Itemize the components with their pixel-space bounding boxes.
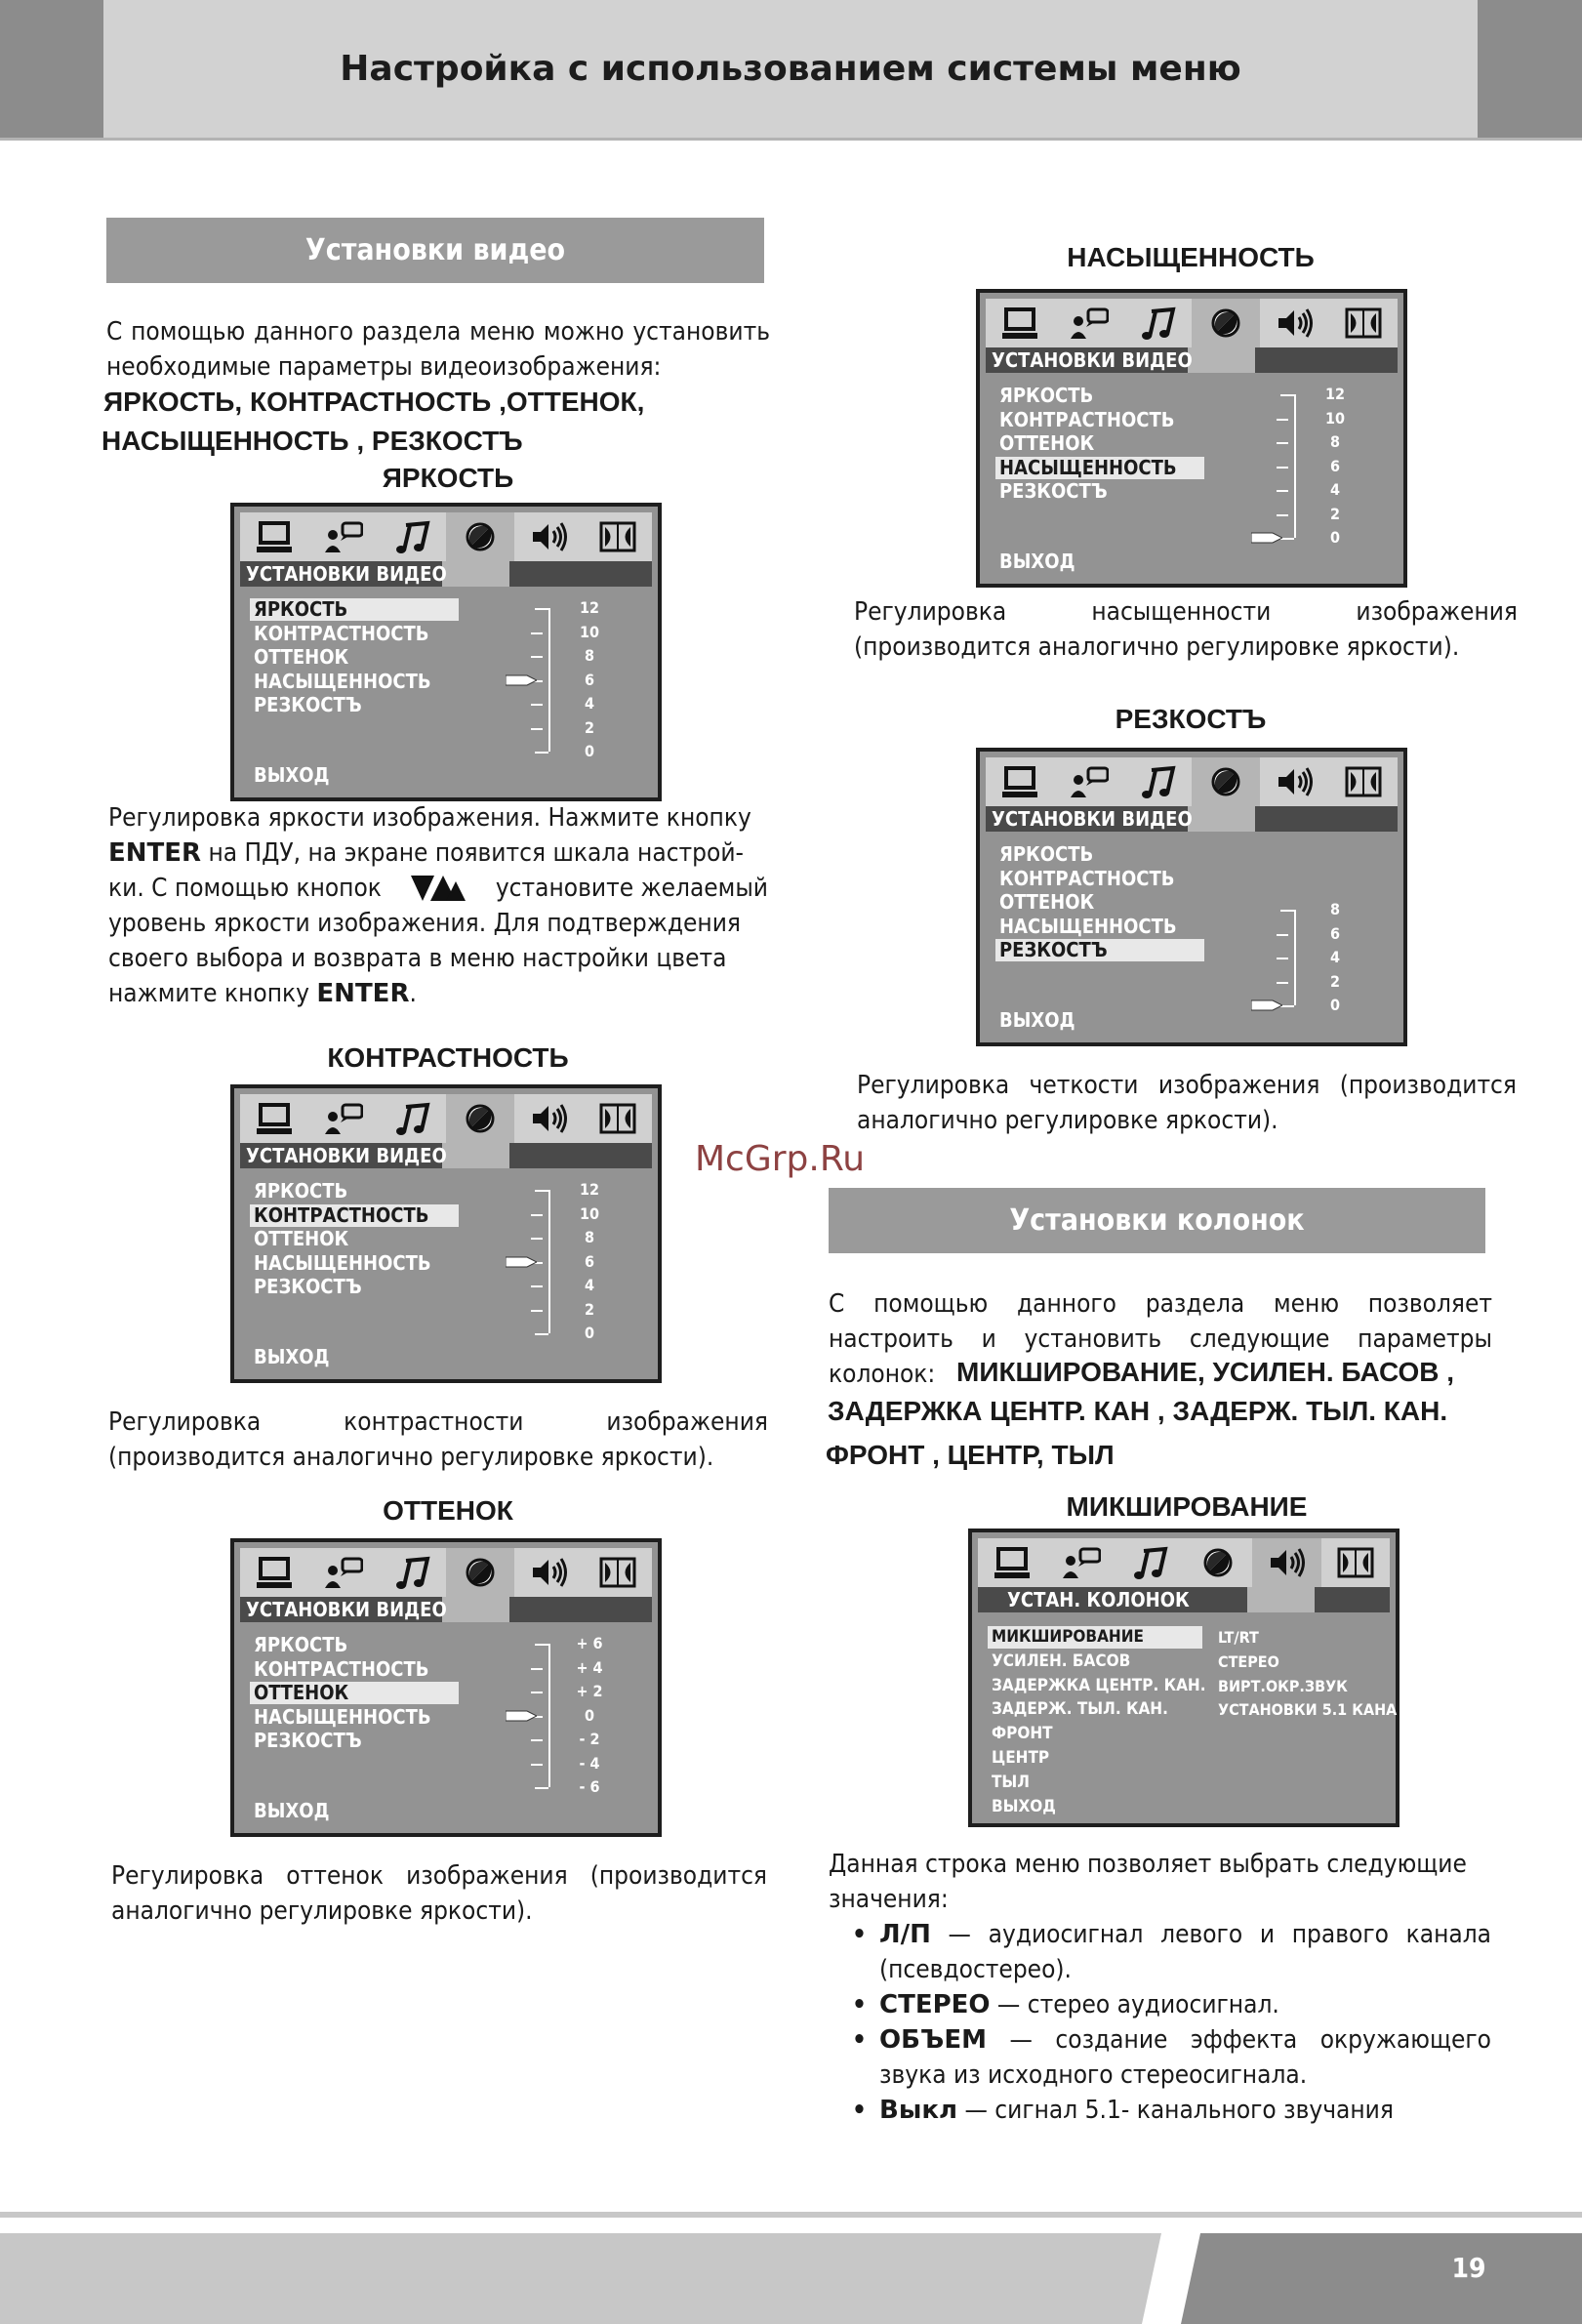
speaker-icon	[528, 519, 569, 554]
osd-tab-dolby[interactable]	[1329, 299, 1398, 347]
scale-pointer-icon	[506, 673, 537, 687]
scale-value: - 4	[579, 1753, 600, 1773]
mix-option-term: Л/П	[879, 1920, 931, 1949]
osd-sharpness-menu	[976, 748, 1407, 1046]
scale-value: 12	[1324, 385, 1346, 403]
scale-value: 0	[584, 1705, 594, 1725]
music-note-icon	[1137, 306, 1178, 341]
osd-menu-item[interactable]: ЯРКОСТЬ	[254, 1633, 348, 1656]
scale-cap-bottom	[535, 1333, 548, 1335]
scale-tick	[531, 1310, 543, 1312]
scale-value: 2	[584, 717, 594, 737]
mix-option-desc: — стерео аудиосигнал.	[990, 1990, 1279, 2019]
osd-menu-item[interactable]: РЕЗКОСТЪ	[999, 479, 1108, 503]
brightness-description	[108, 800, 768, 1011]
scale-value: + 6	[576, 1634, 603, 1652]
bullet-dot: •	[852, 1920, 867, 1949]
mix-description: Данная строка меню позволяет выбрать следующие значения:	[829, 1850, 1467, 1914]
contrast-icon	[460, 519, 501, 554]
scale-value: 12	[579, 598, 600, 617]
scale-pointer-icon	[506, 1255, 537, 1269]
scale-value: 0	[1329, 996, 1340, 1014]
scale-value: 12	[579, 1180, 600, 1199]
osd-saturation-menu	[976, 289, 1407, 588]
scale-value: 2	[1329, 971, 1340, 991]
osd-menu-title: УСТАНОВКИ ВИДЕО	[992, 807, 1193, 831]
osd-tab-person-speech[interactable]	[308, 512, 377, 561]
scale-pointer-icon	[506, 1709, 537, 1723]
video-params-line2: НАСЫЩЕННОСТЬ , РЕЗКОСТЪ	[101, 426, 523, 456]
osd-icon-bar	[986, 299, 1398, 347]
osd-menu-item[interactable]: НАСЫЩЕННОСТЬ	[995, 457, 1204, 479]
osd-tab-highlight	[1247, 1587, 1315, 1612]
osd-tab-highlight	[1188, 806, 1255, 832]
osd-menu-item[interactable]: ЯРКОСТЬ	[999, 842, 1094, 866]
osd-option-value[interactable]: УСТАНОВКИ 5.1 КАНА	[1218, 1700, 1398, 1720]
scale-tick	[531, 1285, 543, 1287]
speakers-params-line2: ЗАДЕРЖКА ЦЕНТР. КАН , ЗАДЕРЖ. ТЫЛ. КАН.	[828, 1396, 1448, 1426]
osd-menu-title: УСТАНОВКИ ВИДЕО	[992, 348, 1193, 372]
osd-tab-speaker[interactable]	[514, 512, 583, 561]
header-left-block	[0, 0, 103, 138]
osd-menu-item[interactable]: ОТТЕНОК	[254, 645, 349, 669]
speakers-section-title: Установки колонок	[829, 1188, 1485, 1253]
monitor-icon	[992, 1545, 1033, 1580]
osd-menu-item[interactable]: КОНТРАСТНОСТЬ	[254, 621, 429, 645]
osd-option-value[interactable]: LT/RT	[1218, 1628, 1259, 1647]
contrast-icon	[460, 1555, 501, 1590]
page-title: Настройка с использованием системы меню	[340, 49, 1241, 89]
osd-tab-highlight	[1188, 347, 1255, 373]
watermark: McGrp.Ru	[695, 1139, 866, 1179]
osd-menu-item[interactable]: КОНТРАСТНОСТЬ	[254, 1656, 429, 1681]
dolby-icon	[1335, 1545, 1376, 1580]
scale-bar	[1294, 394, 1296, 538]
scale-value: 6	[584, 670, 594, 689]
osd-icon-bar	[240, 1548, 652, 1597]
scale-value: - 2	[579, 1730, 600, 1748]
footer-band	[0, 2212, 1582, 2218]
monitor-icon	[254, 519, 295, 554]
scale-cap-top	[535, 1644, 548, 1646]
osd-option-value[interactable]: ВИРТ.ОКР.ЗВУК	[1218, 1676, 1348, 1695]
osd-tab-speaker[interactable]	[1260, 299, 1328, 347]
video-intro: С помощью данного раздела меню можно установить необходимые параметры видеоизображения:	[106, 317, 770, 382]
osd-tab-speaker[interactable]	[1260, 757, 1328, 806]
osd-icon-bar	[240, 512, 652, 561]
dolby-icon	[597, 1101, 638, 1136]
osd-menu-item[interactable]: ТЫЛ	[992, 1772, 1030, 1792]
osd-menu-item[interactable]: ВЫХОД	[992, 1796, 1056, 1816]
scale-value: + 2	[576, 1682, 603, 1700]
osd-exit-item[interactable]: ВЫХОД	[254, 1799, 330, 1822]
osd-menu-item[interactable]: ЦЕНТР	[992, 1748, 1050, 1768]
contrast-description: Регулировка контрастности изображения (производится аналогично регулировке яркости).	[108, 1407, 768, 1472]
scale-value: 2	[1329, 504, 1340, 523]
osd-exit-item[interactable]: ВЫХОД	[254, 763, 330, 787]
osd-menu-item[interactable]: ОТТЕНОК	[250, 1682, 459, 1704]
scale-pointer-icon	[1251, 999, 1282, 1012]
contrast-icon	[1205, 306, 1246, 341]
page-number: 19	[1451, 2251, 1486, 2284]
speaker-icon	[1266, 1545, 1307, 1580]
dolby-icon	[597, 1555, 638, 1590]
scale-value: 0	[1329, 528, 1340, 547]
scale-tick	[1277, 514, 1288, 516]
osd-tab-person-speech[interactable]	[308, 1094, 377, 1143]
person-speech-icon	[1060, 1545, 1101, 1580]
scale-tick	[1277, 442, 1288, 444]
scale-value: + 4	[576, 1657, 603, 1677]
scale-value: 4	[1329, 948, 1340, 966]
mix-option-term: ОБЪЕМ	[879, 2025, 987, 2055]
scale-tick	[1277, 419, 1288, 421]
speakers-params-line1: МИКШИРОВАНИЕ, УСИЛЕН. БАСОВ ,	[956, 1357, 1455, 1387]
osd-contrast-menu	[230, 1084, 662, 1383]
osd-menu-item[interactable]: ЯРКОСТЬ	[999, 384, 1094, 407]
monitor-icon	[254, 1555, 295, 1590]
osd-tab-monitor[interactable]	[240, 1548, 308, 1597]
osd-menu-item[interactable]: РЕЗКОСТЪ	[995, 939, 1204, 961]
scale-tick	[531, 1739, 543, 1741]
osd-tab-contrast[interactable]	[1192, 299, 1260, 347]
osd-menu-item[interactable]: ОТТЕНОК	[999, 890, 1095, 914]
scale-value: 8	[584, 1228, 594, 1246]
osd-tab-monitor[interactable]	[240, 512, 308, 561]
osd-menu-item[interactable]: МИКШИРОВАНИЕ	[988, 1626, 1202, 1649]
mix-option-text	[879, 1987, 1279, 2022]
video-section-title: Установки видео	[106, 218, 764, 283]
mix-option-term: Выкл	[879, 2096, 958, 2125]
scale-tick	[1277, 934, 1288, 936]
osd-option-value[interactable]: СТЕРЕО	[1218, 1651, 1279, 1671]
scale-tick	[531, 1214, 543, 1216]
brightness-desc-line5: своего выбора и возврата в меню настройки цвета	[108, 944, 727, 973]
osd-speaker-menu	[968, 1529, 1399, 1827]
osd-tab-monitor[interactable]	[240, 1094, 308, 1143]
osd-menu-title: УСТАНОВКИ ВИДЕО	[246, 1144, 447, 1167]
osd-menu-item[interactable]: КОНТРАСТНОСТЬ	[999, 407, 1175, 431]
scale-tick	[1277, 467, 1288, 469]
header-right-block	[1478, 0, 1582, 138]
scale-bar	[1294, 910, 1296, 1005]
mix-option-desc: — создание эффекта окружающего звука из исходного стереосигнала.	[879, 2025, 1491, 2090]
osd-menu-item[interactable]: РЕЗКОСТЪ	[254, 1729, 362, 1752]
mix-caption: МИКШИРОВАНИЕ	[1066, 1491, 1308, 1522]
osd-tab-contrast[interactable]	[1184, 1538, 1252, 1587]
osd-tab-music-note[interactable]	[1123, 299, 1192, 347]
scale-value: 8	[1329, 432, 1340, 451]
osd-tab-monitor[interactable]	[986, 299, 1054, 347]
osd-tab-highlight	[442, 1597, 509, 1622]
contrast-icon	[1197, 1545, 1238, 1580]
speaker-icon	[1274, 764, 1315, 799]
scale-value: 0	[584, 1324, 594, 1342]
osd-menu-item[interactable]: НАСЫЩЕННОСТЬ	[254, 669, 431, 693]
saturation-description: Регулировка насыщенности изображения (производится аналогично регулировке яркости).	[854, 597, 1518, 662]
hue-caption: ОТТЕНОК	[383, 1495, 513, 1526]
monitor-icon	[999, 306, 1040, 341]
osd-tab-person-speech[interactable]	[1054, 299, 1122, 347]
osd-menu-item[interactable]: РЕЗКОСТЪ	[254, 1275, 362, 1298]
scale-tick	[1277, 958, 1288, 959]
sharpness-caption: РЕЗКОСТЪ	[1115, 704, 1267, 734]
speaker-icon	[1274, 306, 1315, 341]
dolby-icon	[1343, 764, 1384, 799]
mix-option-item	[852, 2022, 1491, 2093]
brightness-desc-line3b: установите желаемый	[495, 874, 768, 903]
scale-value: 6	[1329, 923, 1340, 943]
scale-value: - 6	[579, 1777, 600, 1796]
scale-tick	[531, 704, 543, 706]
bullet-dot: •	[852, 1990, 867, 2019]
osd-tab-speaker[interactable]	[1252, 1538, 1320, 1587]
scale-cap-top	[1280, 394, 1294, 396]
osd-tab-person-speech[interactable]	[1046, 1538, 1115, 1587]
osd-menu-item[interactable]: ЯРКОСТЬ	[254, 1179, 348, 1203]
scale-cap-bottom	[1280, 1005, 1294, 1007]
person-speech-icon	[1068, 764, 1109, 799]
speakers-params-line3: ФРОНТ , ЦЕНТР, ТЫЛ	[826, 1440, 1115, 1470]
scale-tick	[531, 1764, 543, 1766]
osd-menu-item[interactable]: КОНТРАСТНОСТЬ	[250, 1204, 459, 1227]
dolby-icon	[597, 519, 638, 554]
music-note-icon	[391, 519, 432, 554]
osd-tab-dolby[interactable]	[1321, 1538, 1390, 1587]
scale-tick	[1277, 982, 1288, 984]
osd-tab-monitor[interactable]	[986, 757, 1054, 806]
osd-tab-dolby[interactable]	[1329, 757, 1398, 806]
brightness-caption: ЯРКОСТЬ	[382, 463, 514, 493]
osd-menu-item[interactable]: ФРОНТ	[992, 1724, 1053, 1744]
scale-value: 0	[584, 742, 594, 760]
scale-value: 10	[1324, 408, 1346, 428]
hue-description: Регулировка оттенок изображения (производится аналогично регулировке яркости).	[111, 1861, 767, 1926]
bullet-dot: •	[852, 2025, 867, 2055]
scale-tick	[531, 728, 543, 730]
music-note-icon	[391, 1101, 432, 1136]
mix-option-desc: — аудиосигнал левого и правого канала (псевдостерео).	[879, 1920, 1491, 1984]
speaker-icon	[528, 1555, 569, 1590]
monitor-icon	[999, 764, 1040, 799]
person-speech-icon	[322, 519, 363, 554]
osd-menu-item[interactable]: ЗАДЕРЖКА ЦЕНТР. КАН.	[992, 1675, 1206, 1695]
scale-tick	[531, 656, 543, 658]
osd-exit-item[interactable]: ВЫХОД	[254, 1345, 330, 1368]
brightness-desc-line1: Регулировка яркости изображения. Нажмите кнопку	[108, 803, 751, 833]
osd-menu-item[interactable]: ОТТЕНОК	[254, 1227, 349, 1250]
osd-menu-title: УСТАНОВКИ ВИДЕО	[246, 562, 447, 586]
osd-icon-bar	[986, 757, 1398, 806]
speaker-icon	[528, 1101, 569, 1136]
osd-hue-menu	[230, 1538, 662, 1837]
video-params-line1: ЯРКОСТЬ, КОНТРАСТНОСТЬ ,ОТТЕНОК,	[103, 387, 645, 417]
scale-value: 2	[584, 1299, 594, 1319]
scale-pointer-icon	[1251, 531, 1282, 545]
osd-menu-item[interactable]: НАСЫЩЕННОСТЬ	[999, 914, 1177, 938]
saturation-caption: НАСЫЩЕННОСТЬ	[1067, 242, 1315, 272]
osd-tab-dolby[interactable]	[584, 512, 652, 561]
scale-value: 4	[584, 694, 594, 713]
mix-options-list	[852, 1917, 1491, 2128]
speakers-intro: С помощью данного раздела меню позволяет настроить и установить следующие параметры колонок:	[829, 1289, 1492, 1389]
osd-tab-speaker[interactable]	[514, 1094, 583, 1143]
enter-key-label: ENTER	[108, 838, 202, 868]
scale-cap-top	[1280, 910, 1294, 912]
header-divider	[0, 138, 1582, 141]
osd-tab-highlight	[442, 1143, 509, 1168]
osd-tab-music-note[interactable]	[378, 1548, 446, 1597]
osd-tab-contrast[interactable]	[446, 1548, 514, 1597]
scale-value: 4	[584, 1276, 594, 1294]
osd-menu-item[interactable]: НАСЫЩЕННОСТЬ	[254, 1704, 431, 1729]
brightness-desc-line6: нажмите кнопку	[108, 979, 317, 1008]
osd-tab-speaker[interactable]	[514, 1548, 583, 1597]
scale-value: 10	[579, 622, 600, 641]
bullet-dot: •	[852, 2096, 867, 2125]
mix-option-text	[879, 2022, 1491, 2093]
osd-tab-dolby[interactable]	[584, 1094, 652, 1143]
osd-exit-item[interactable]: ВЫХОД	[999, 1008, 1075, 1032]
osd-tab-music-note[interactable]	[1123, 757, 1192, 806]
osd-tab-contrast[interactable]	[446, 512, 514, 561]
osd-tab-monitor[interactable]	[978, 1538, 1046, 1587]
scale-value: 6	[584, 1251, 594, 1271]
music-note-icon	[1129, 1545, 1170, 1580]
scale-value: 10	[579, 1203, 600, 1223]
contrast-caption: КОНТРАСТНОСТЬ	[327, 1042, 569, 1073]
mix-option-item	[852, 1987, 1491, 2022]
osd-menu-title: УСТАНОВКИ ВИДЕО	[246, 1598, 447, 1621]
brightness-desc-line3a: ки. С помощью кнопок	[108, 874, 382, 903]
osd-tab-music-note[interactable]	[378, 512, 446, 561]
scale-tick	[531, 1238, 543, 1240]
brightness-desc-line4: уровень яркости изображения. Для подтверждения	[108, 909, 741, 938]
scale-cap-top	[535, 608, 548, 610]
scale-value: 8	[1329, 900, 1340, 918]
scale-bar	[548, 608, 550, 752]
scale-bar	[548, 1190, 550, 1333]
sharpness-description: Регулировка четкости изображения (производится аналогично регулировке яркости).	[857, 1071, 1517, 1135]
mix-option-item	[852, 2093, 1491, 2128]
scale-cap-top	[535, 1190, 548, 1192]
mix-option-term: СТЕРЕО	[879, 1990, 991, 2019]
enter-key-label-2: ENTER	[316, 979, 410, 1008]
mix-option-text	[879, 1917, 1491, 1987]
osd-menu-title: УСТАН. КОЛОНОК	[1007, 1588, 1190, 1611]
osd-tab-music-note[interactable]	[1116, 1538, 1184, 1587]
osd-tab-dolby[interactable]	[584, 1548, 652, 1597]
scale-bar	[548, 1644, 550, 1787]
person-speech-icon	[1068, 306, 1109, 341]
osd-menu-item[interactable]: КОНТРАСТНОСТЬ	[999, 866, 1175, 890]
scale-tick	[531, 1668, 543, 1670]
scale-cap-bottom	[1280, 538, 1294, 540]
music-note-icon	[1137, 764, 1178, 799]
brightness-desc-period: .	[409, 979, 417, 1008]
osd-menu-item[interactable]: УСИЛЕН. БАСОВ	[992, 1651, 1131, 1671]
scale-value: 8	[584, 646, 594, 665]
osd-tab-person-speech[interactable]	[1054, 757, 1122, 806]
monitor-icon	[254, 1101, 295, 1136]
osd-exit-item[interactable]: ВЫХОД	[999, 550, 1075, 573]
contrast-icon	[1205, 764, 1246, 799]
scale-value: 4	[1329, 480, 1340, 499]
osd-menu-item[interactable]: ЗАДЕРЖ. ТЫЛ. КАН.	[992, 1699, 1168, 1720]
scale-tick	[531, 1692, 543, 1693]
mix-option-text	[879, 2093, 1394, 2128]
scale-cap-bottom	[535, 1787, 548, 1789]
scale-cap-bottom	[535, 752, 548, 754]
mix-option-desc: — сигнал 5.1- канального звучания	[957, 2096, 1394, 2125]
osd-menu-item[interactable]: РЕЗКОСТЪ	[254, 693, 362, 716]
osd-tab-contrast[interactable]	[1192, 757, 1260, 806]
osd-brightness-menu	[230, 503, 662, 801]
music-note-icon	[391, 1555, 432, 1590]
footer-slant	[1142, 2233, 1396, 2324]
up-down-arrows-icon	[411, 874, 466, 903]
brightness-desc-line2: на ПДУ, на экране появится шкала настрой-	[201, 838, 744, 868]
osd-icon-bar	[240, 1094, 652, 1143]
mix-option-item	[852, 1917, 1491, 1987]
scale-tick	[1277, 490, 1288, 492]
osd-menu-item[interactable]: ОТТЕНОК	[999, 431, 1095, 455]
osd-menu-item[interactable]: ЯРКОСТЬ	[250, 598, 459, 621]
osd-menu-item[interactable]: НАСЫЩЕННОСТЬ	[254, 1250, 431, 1275]
osd-tab-highlight	[442, 561, 509, 587]
scale-value: 6	[1329, 456, 1340, 475]
osd-tab-contrast[interactable]	[446, 1094, 514, 1143]
contrast-icon	[460, 1101, 501, 1136]
scale-tick	[531, 632, 543, 634]
osd-icon-bar	[978, 1538, 1390, 1587]
osd-tab-person-speech[interactable]	[308, 1548, 377, 1597]
person-speech-icon	[322, 1555, 363, 1590]
person-speech-icon	[322, 1101, 363, 1136]
osd-tab-music-note[interactable]	[378, 1094, 446, 1143]
dolby-icon	[1343, 306, 1384, 341]
